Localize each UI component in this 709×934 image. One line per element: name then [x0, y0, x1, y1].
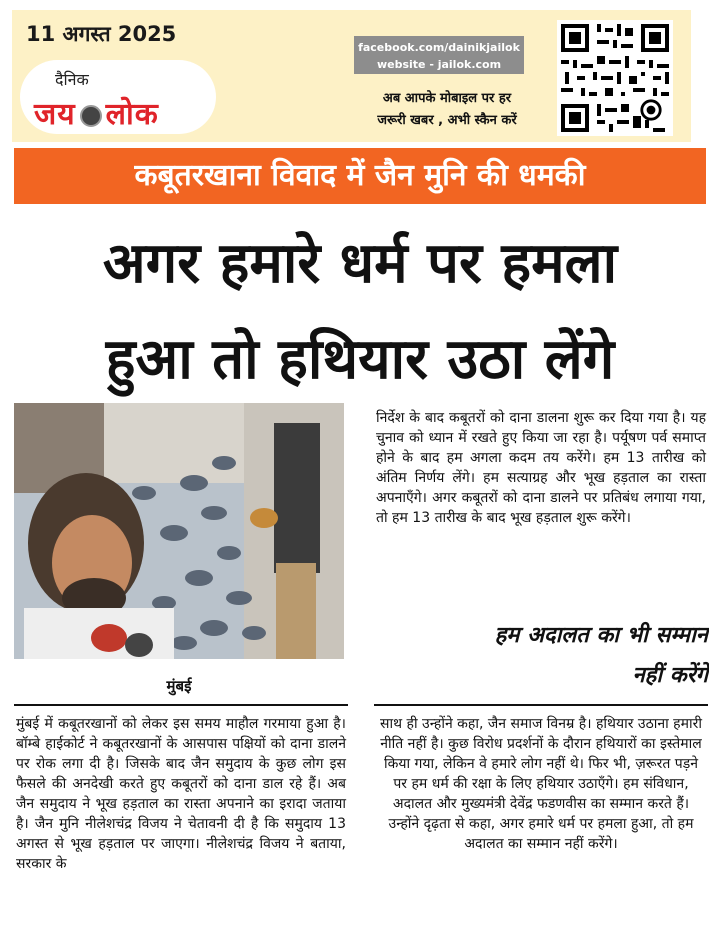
- logo-word-2: लोक: [105, 97, 159, 132]
- headline-line-1: अगर हमारे धर्म पर हमला: [102, 231, 618, 296]
- qr-code-icon[interactable]: [557, 20, 673, 136]
- logo-word-1: जय: [34, 97, 76, 132]
- logo-prefix: दैनिक: [55, 70, 89, 89]
- article-right-bottom: साथ ही उन्होंने कहा, जैन समाज विनम्र है। हथियार उठाना हमारी नीति नहीं है। कुछ विरोध प्रदर्शनों के दौरान हथियारों का इस्तेमाल किया गया, लेकिन वे हमारे लोग नहीं थे। फिर भी, ज़रूरत पड़ने पर हम धर्म की रक्षा के लिए हथियार उठाएँगे। हम संविधान, अदालत और मुख्यमंत्री देवेंद्र फडणवीस का सम्मान करते हैं। उन्होंने दृढ़ता से कहा, अगर हमारे धर्म पर हमला हुआ, तो हम अदालत का सम्मान नहीं करेंगे।: [380, 716, 702, 852]
- article-subhead: [378, 616, 708, 696]
- caption-divider: [14, 704, 348, 706]
- scan-prompt-line2: जरूरी खबर , अभी स्कैन करें: [377, 113, 517, 128]
- newspaper-logo[interactable]: [34, 92, 159, 133]
- article-left-column: मुंबई में कबूतरखानों को लेकर इस समय माहौल गरमाया हुआ है। बॉम्बे हाईकोर्ट ने कबूतरखानों के आसपास पक्षियों को दाना डालने पर रोक लगा दी है। जिसके बाद जैन समुदाय के कुछ लोग इस फैसले की अनदेखी करते हुए कबूतरों को दाना डाल रहे हैं। अब जैन समुदाय ने भूख हड़ताल का रास्ता अपनाने का इरादा जताया है। जैन मुनि नीलेशचंद्र विजय ने चेतावनी दी है कि समुदाय 13 अगस्त से भूख हड़ताल पर जाएगा। नीलेशचंद्र विजय ने बताया, सरकार के: [16, 716, 346, 872]
- main-headline[interactable]: [14, 216, 706, 408]
- topic-banner: कबूतरखाना विवाद में जैन मुनि की धमकी: [14, 148, 706, 204]
- right-column-divider: [374, 704, 708, 706]
- subhead-line-1: हम अदालत का भी सम्मान: [494, 623, 708, 648]
- headline-line-2: हुआ तो हथियार उठा लेंगे: [105, 327, 615, 392]
- subhead-line-2: नहीं करेंगे: [632, 663, 708, 688]
- issue-date: 11 अगस्त 2025: [26, 22, 177, 46]
- facebook-link[interactable]: facebook.com/dainikjailok: [358, 41, 520, 54]
- photo-caption: मुंबई: [166, 677, 192, 695]
- article-right-top: निर्देश के बाद कबूतरों को दाना डालना शुरू कर दिया गया है। यह चुनाव को ध्यान में रखते हुए किया जा रहा है। पर्यूषण पर्व समाप्त होने के बाद हम अगला कदम तय करेंगे। हम 13 तारीख को अंतिम निर्णय लेंगे। हम सत्याग्रह और भूख हड़ताल का रास्ता अपनाएँगे। अगर कबूतरों को दाना डालने पर प्रतिबंध लगाया गया, तो हम 13 तारीख के बाद भूख हड़ताल शुरू करेंगे।: [376, 410, 706, 526]
- website-link[interactable]: website - jailok.com: [376, 58, 502, 71]
- social-links[interactable]: [354, 36, 524, 74]
- news-photo: [14, 403, 344, 659]
- scan-prompt-line1: अब आपके मोबाइल पर हर: [382, 91, 512, 106]
- globe-icon: [80, 105, 102, 127]
